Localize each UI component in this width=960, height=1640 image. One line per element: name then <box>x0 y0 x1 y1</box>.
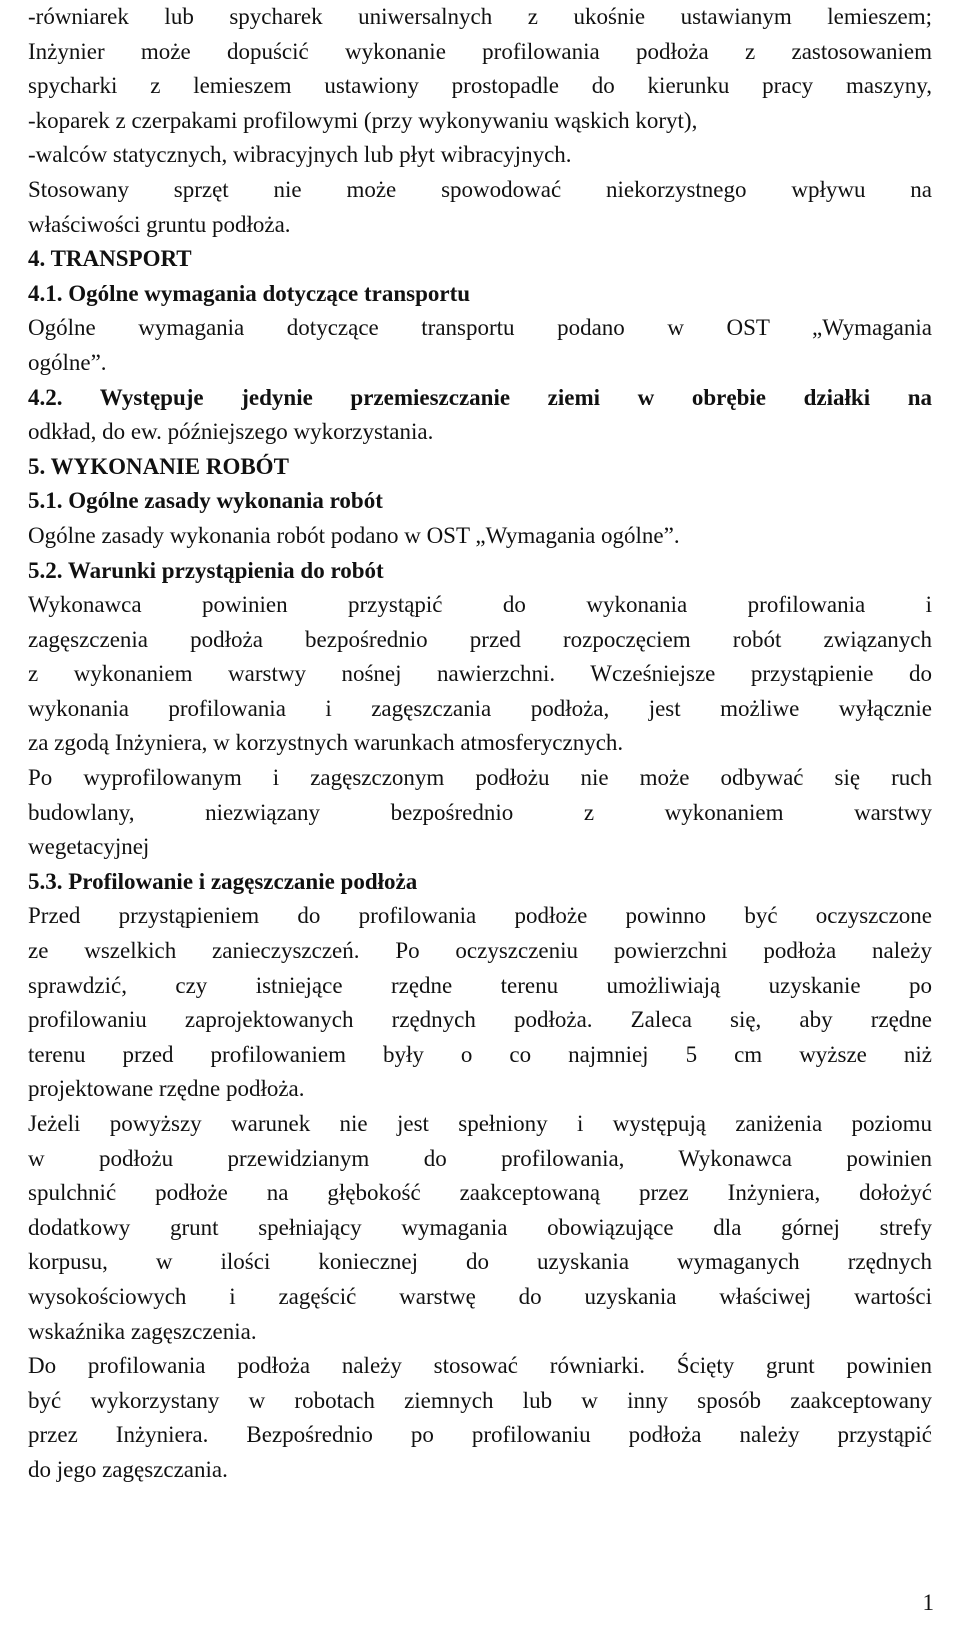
text-line: ogólne”. <box>28 349 107 375</box>
subsection-heading: 4.1. Ogólne wymagania dotyczące transportu <box>28 280 471 306</box>
text-line: Ogólne zasady wykonania robót podano w OST „Wymagania ogólne”. <box>28 522 680 548</box>
text-line: z wykonaniem warstwy nośnej nawierzchni. Wcześniejsze przystąpienie do <box>28 661 932 687</box>
text-line: -równiarek lub spycharek uniwersalnych z ukośnie ustawianym lemieszem; <box>28 4 932 29</box>
text-line: budowlany, niezwiązany bezpośrednio z wykonaniem warstwy <box>28 799 932 825</box>
text-line: Stosowany sprzęt nie może spowodować niekorzystnego wpływu na <box>28 176 932 202</box>
text-line: -koparek z czerpakami profilowymi (przy wykonywaniu wąskich koryt), <box>28 107 698 133</box>
text-line: wskaźnika zagęszczenia. <box>28 1318 257 1344</box>
text-line: Jeżeli powyższy warunek nie jest spełniony i występują zaniżenia poziomu <box>28 1111 932 1136</box>
text-line: korpusu, w ilości koniecznej do uzyskania wymaganych rzędnych <box>28 1249 932 1275</box>
text-line: profilowaniu zaprojektowanych rzędnych podłoża. Zaleca się, aby rzędne <box>28 1007 932 1033</box>
text-line: Po wyprofilowanym i zagęszczonym podłożu nie może odbywać się ruch <box>28 765 932 791</box>
text-line: wykonania profilowania i zagęszczania podłoża, jest możliwe wyłącznie <box>28 695 932 721</box>
text-line: ze wszelkich zanieczyszczeń. Po oczyszczeniu powierzchni podłoża należy <box>28 938 932 964</box>
text-line: Przed przystąpieniem do profilowania podłoże powinno być oczyszczone <box>28 903 932 929</box>
text-line: w podłożu przewidzianym do profilowania, Wykonawca powinien <box>28 1145 932 1171</box>
document-page <box>28 0 932 1488</box>
text-line: być wykorzystany w robotach ziemnych lub w inny sposób zaakceptowany <box>28 1387 932 1413</box>
subsection-heading: 4.2. Występuje jedynie przemieszczanie ziemi w obrębie działki na <box>28 384 932 410</box>
text-line: wysokościowych i zagęścić warstwę do uzyskania właściwej wartości <box>28 1283 932 1309</box>
text-line: sprawdzić, czy istniejące rzędne terenu umożliwiają uzyskanie po <box>28 972 932 998</box>
text-line: do jego zagęszczania. <box>28 1456 228 1482</box>
text-line: Inżynier może dopuścić wykonanie profilowania podłoża z zastosowaniem <box>28 38 932 64</box>
text-line: terenu przed profilowaniem były o co najmniej 5 cm wyższe niż <box>28 1041 932 1067</box>
text-line: dodatkowy grunt spełniający wymagania obowiązujące dla górnej strefy <box>28 1214 932 1240</box>
text-line: spulchnić podłoże na głębokość zaakceptowaną przez Inżyniera, dołożyć <box>28 1180 932 1206</box>
text-line: zagęszczenia podłoża bezpośrednio przed rozpoczęciem robót związanych <box>28 626 932 652</box>
text-line: spycharki z lemieszem ustawiony prostopadle do kierunku pracy maszyny, <box>28 73 932 99</box>
subsection-heading: 5.2. Warunki przystąpienia do robót <box>28 557 384 583</box>
text-line: Wykonawca powinien przystąpić do wykonania profilowania i <box>28 592 932 618</box>
text-line: za zgodą Inżyniera, w korzystnych warunkach atmosferycznych. <box>28 730 624 756</box>
text-line: przez Inżyniera. Bezpośrednio po profilowaniu podłoża należy przystąpić <box>28 1422 932 1448</box>
subsection-heading: 5.3. Profilowanie i zagęszczanie podłoża <box>28 868 418 894</box>
text-line: Ogólne wymagania dotyczące transportu podano w OST „Wymagania <box>28 315 932 341</box>
section-heading: 5. WYKONANIE ROBÓT <box>28 453 289 479</box>
text-line: Do profilowania podłoża należy stosować równiarki. Ścięty grunt powinien <box>28 1353 932 1379</box>
section-heading: 4. TRANSPORT <box>28 246 192 272</box>
text-line: projektowane rzędne podłoża. <box>28 1076 305 1102</box>
text-line: -walców statycznych, wibracyjnych lub płyt wibracyjnych. <box>28 142 572 168</box>
text-line: właściwości gruntu podłoża. <box>28 211 291 237</box>
page-number: 1 <box>922 1590 934 1615</box>
text-line: odkład, do ew. późniejszego wykorzystania. <box>28 419 434 445</box>
text-line: wegetacyjnej <box>28 834 150 860</box>
subsection-heading: 5.1. Ogólne zasady wykonania robót <box>28 488 383 514</box>
